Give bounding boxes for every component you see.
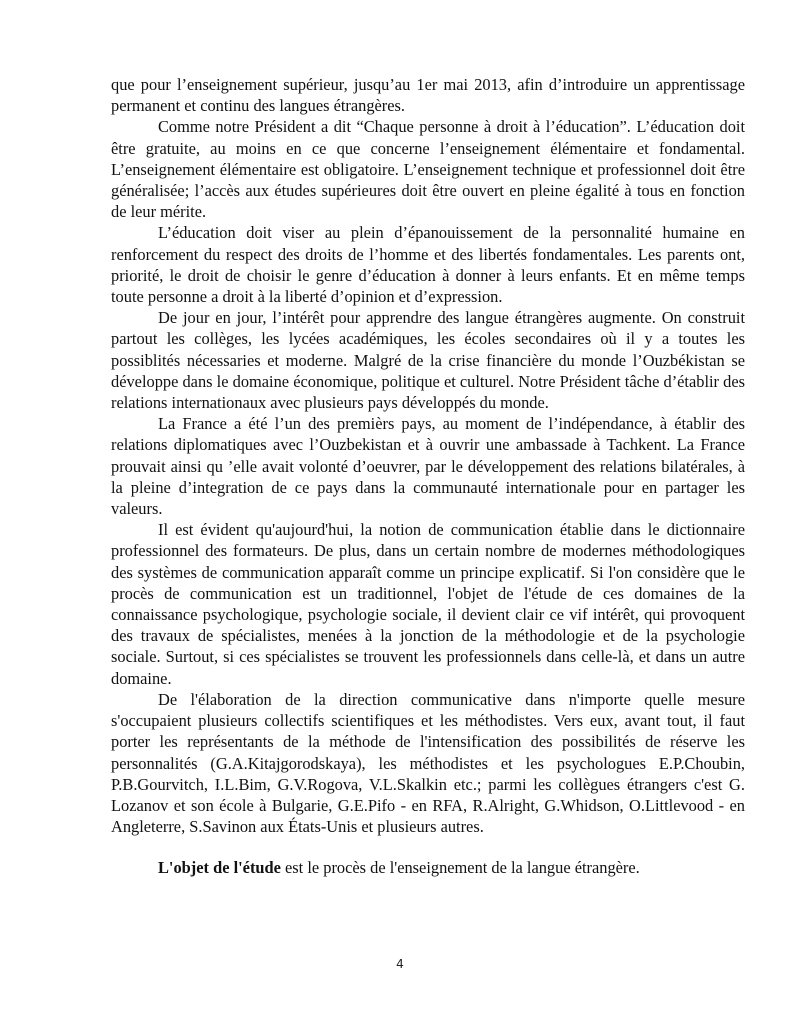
page-number: 4: [396, 957, 404, 971]
paragraph: De l'élaboration de la direction communicative dans n'importe quelle mesure s'occupaient plusieurs collectifs scientifiques et les méthodistes. Vers eux, avant tout, il faut porter les représentants de la méthode de l'intensification des possibilités de réserve les personnalités (G.A.Kitajgorodskaya), les méthodistes et les psychologues E.P.Choubin, P.B.Gourvitch, I.L.Bim, G.V.Rogova, V.L.Skalkin etc.; parmi les collègues étrangers c'est G. Lozanov et son école à Bulgarie, G.E.Pifo - en RFA, R.Alright, G.Whidson, O.Littlevood - en Angleterre, S.Savinon aux États-Unis et plusieurs autres.: [111, 689, 745, 837]
paragraph: La France a été l’un des premièrs pays, au moment de l’indépendance, à établir des relations diplomatiques avec l’Ouzbekistan et à ouvrir une ambassade à Tachkent. La France prouvait ainsi qu ’elle avait volonté d’oeuvrer, par le développement des relations bilatérales, à la pleine d’integration de ce pays dans la communauté internationale pour en partager les valeurs.: [111, 414, 745, 519]
paragraph: que pour l’enseignement supérieur, jusqu’au 1er mai 2013, afin d’introduire un apprentissage permanent et continu des langues étrangères.: [111, 75, 745, 116]
page-body: [111, 74, 745, 879]
paragraph: Il est évident qu'aujourd'hui, la notion de communication établie dans le dictionnaire professionnel des formateurs. De plus, dans un certain nombre de modernes méthodologiques des systèmes de communication apparaît comme un principe explicatif. Si l'on considère que le procès de communication est un traditionnel, l'objet de l'étude de ces domaines de la connaissance psychologique, psychologie sociale, il devient clair ce vif intérêt, qui provoquent des travaux de spécialistes, menées à la jonction de la méthodologie et de la psychologie sociale. Surtout, si ces spécialistes se trouvent les professionnels dans celle-là, et dans un autre domaine.: [111, 520, 745, 688]
paragraph: L’éducation doit viser au plein d’épanouissement de la personnalité humaine en renforcement du respect des droits de l’homme et des libertés fondamentales. Les parents ont, priorité, le droit de choisir le genre d’éducation à donner à leurs enfants. Et en même temps toute personne a droit à la liberté d’opinion et d’expression.: [111, 223, 745, 307]
paragraph: De jour en jour, l’intérêt pour apprendre des langue étrangères augmente. On construit partout les collèges, les lycées académiques, les écoles secondaires où il y a toutes les possiblités nécessaries et moderne. Malgré de la crise financière du monde l’Ouzbékistan se développe dans le domaine économique, politique et culturel. Notre Président tâche d’établir des relations internationaux avec plusieurs pays développés du monde.: [111, 308, 745, 413]
paragraph: Comme notre Président a dit “Chaque personne à droit à l’éducation”. L’éducation doit être gratuite, au moins en ce que concerne l’enseignement élémentaire et fondamental. L’enseignement élémentaire est obligatoire. L’enseignement technique et professionnel doit être généralisée; l’accès aux études supérieures doit être ouvert en pleine égalité à tous en fonction de leur mérite.: [111, 117, 745, 222]
study-object-label: L'objet de l'étude: [158, 858, 281, 878]
study-object-text: est le procès de l'enseignement de la langue étrangère.: [280, 858, 640, 878]
study-object-paragraph: [111, 857, 745, 878]
